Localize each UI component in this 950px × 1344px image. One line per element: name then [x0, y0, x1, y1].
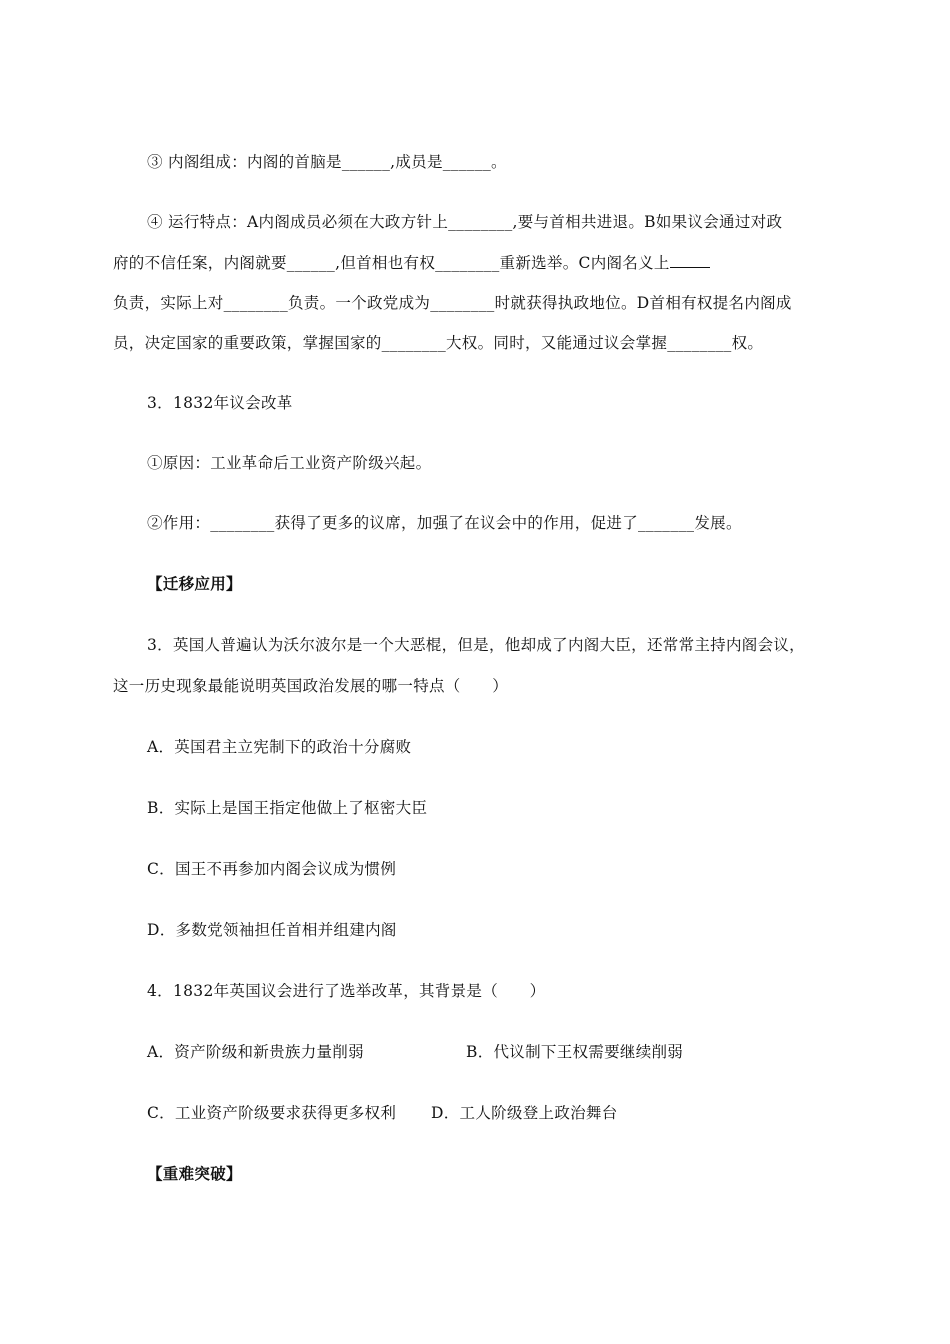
- question-3-option-d: D．多数党领袖担任首相并组建内阁: [147, 921, 397, 939]
- section-heading-key-difficulties: 【重难突破】: [147, 1165, 242, 1183]
- question-4-stem: 4．1832年英国议会进行了选举改革，其背景是（ ）: [147, 982, 546, 1000]
- question-3-stem-line-1: 3．英国人普遍认为沃尔波尔是一个大恶棍，但是，他却成了内阁大臣，还常常主持内阁会议，: [147, 636, 805, 654]
- reform-cause-line: ①原因：工业革命后工业资产阶级兴起。: [147, 454, 432, 472]
- operation-features-line-4: 员，决定国家的重要政策，掌握国家的________大权。同时，又能通过议会掌握________权。: [113, 334, 764, 352]
- question-4-option-a: A．资产阶级和新贵族力量削弱: [147, 1043, 364, 1061]
- reform-effect-line: ②作用：________获得了更多的议席，加强了在议会中的作用，促进了_______发展。: [147, 514, 742, 532]
- operation-features-line-2-text: 府的不信任案，内阁就要______,但首相也有权________重新选举。C内阁名义上: [113, 254, 670, 272]
- operation-features-line-1: ④ 运行特点：A内阁成员必须在大政方针上________,要与首相共进退。B如果议会通过对政: [147, 213, 783, 231]
- question-3-option-b: B．实际上是国王指定他做上了枢密大臣: [147, 799, 428, 817]
- question-3-option-c: C．国王不再参加内阁会议成为惯例: [147, 860, 397, 878]
- section-heading-transfer-application: 【迁移应用】: [147, 575, 242, 593]
- operation-features-line-2: [113, 253, 710, 273]
- reform-1832-title: 3．1832年议会改革: [147, 394, 293, 412]
- cabinet-composition-line: ③ 内阁组成：内阁的首脑是______,成员是______。: [147, 153, 507, 171]
- question-3-stem-line-2: 这一历史现象最能说明英国政治发展的哪一特点（ ）: [113, 677, 509, 695]
- question-4-option-c: C．工业资产阶级要求获得更多权利: [147, 1104, 397, 1122]
- question-3-option-a: A．英国君主立宪制下的政治十分腐败: [147, 738, 412, 756]
- fill-blank-underline: [670, 253, 710, 268]
- question-4-option-b: B．代议制下王权需要继续削弱: [466, 1043, 684, 1061]
- question-4-option-d: D．工人阶级登上政治舞台: [431, 1104, 618, 1122]
- operation-features-line-3: 负责，实际上对________负责。一个政党成为________时就获得执政地位。D首相有权提名内阁成: [113, 294, 792, 312]
